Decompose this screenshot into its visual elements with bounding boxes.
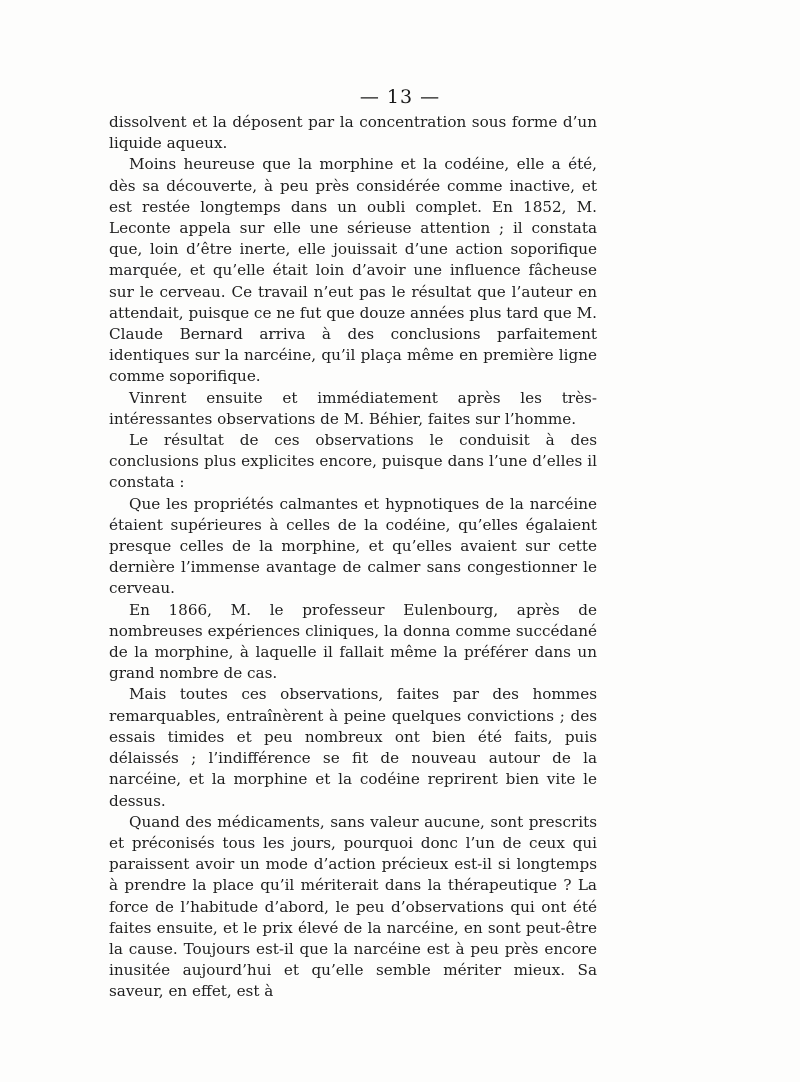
paragraph: En 1866, M. le professeur Eulenbourg, après de nombreuses expériences cliniques, la donna comme succédané de la morphine, à laquelle il fallait même la préférer dans un grand nombre de cas.	[109, 600, 597, 683]
paragraph: Que les propriétés calmantes et hypnotiques de la narcéine étaient supérieures à celles de la codéine, qu’elles égalaient presque celles de la morphine, et qu’elles avaient sur cette dernière l’immense avantage de calmer sans congestionner le cerveau.	[109, 494, 597, 598]
paragraph: Vinrent ensuite et immédiatement après les très-intéressantes observations de M. Béhier, faites sur l’homme.	[109, 388, 597, 428]
paragraph: Le résultat de ces observations le conduisit à des conclusions plus explicites encore, puisque dans l’une d’elles il constata :	[109, 431, 597, 492]
paragraph: Mais toutes ces observations, faites par des hommes remarquables, entraînèrent à peine quelques convictions ; des essais timides et peu nombreux ont bien été faits, puis délaissés ; l’indifférence se fit de nouveau autour de la narcéine, et la morphine et la codéine reprirent bien vite le dessus.	[109, 685, 597, 810]
page-number-header: — 13 —	[359, 86, 441, 108]
paragraph: dissolvent et la déposent par la concentration sous forme d’un liquide aqueux.	[109, 113, 597, 153]
paragraph: Quand des médicaments, sans valeur aucune, sont prescrits et préconisés tous les jours, pourquoi donc l’un de ceux qui paraissent avoir un mode d’action précieux est-il si longtemps à prendre la place qu’il mériterait dans la thérapeutique ? La force de l’habitude d’abord, le peu d’observations qui ont été faites ensuite, et le prix élevé de la narcéine, en sont peut-être la cause. Toujours est-il que la narcéine est à peu près encore inusitée aujourd’hui et qu’elle semble mériter mieux. Sa saveur, en effet, est à	[109, 812, 597, 1001]
page-body	[109, 112, 597, 1003]
paragraph: Moins heureuse que la morphine et la codéine, elle a été, dès sa découverte, à peu près considérée comme inactive, et est restée longtemps dans un oubli complet. En 1852, M. Leconte appela sur elle une sérieuse attention ; il constata que, loin d’être inerte, elle jouissait d’une action soporifique marquée, et qu’elle était loin d’avoir une influence fâcheuse sur le cerveau. Ce travail n’eut pas le résultat que l’auteur en attendait, puisque ce ne fut que douze années plus tard que M. Claude Bernard arriva à des conclusions parfaitement identiques sur la narcéine, qu’il plaça même en première ligne comme soporifique.	[109, 155, 597, 386]
